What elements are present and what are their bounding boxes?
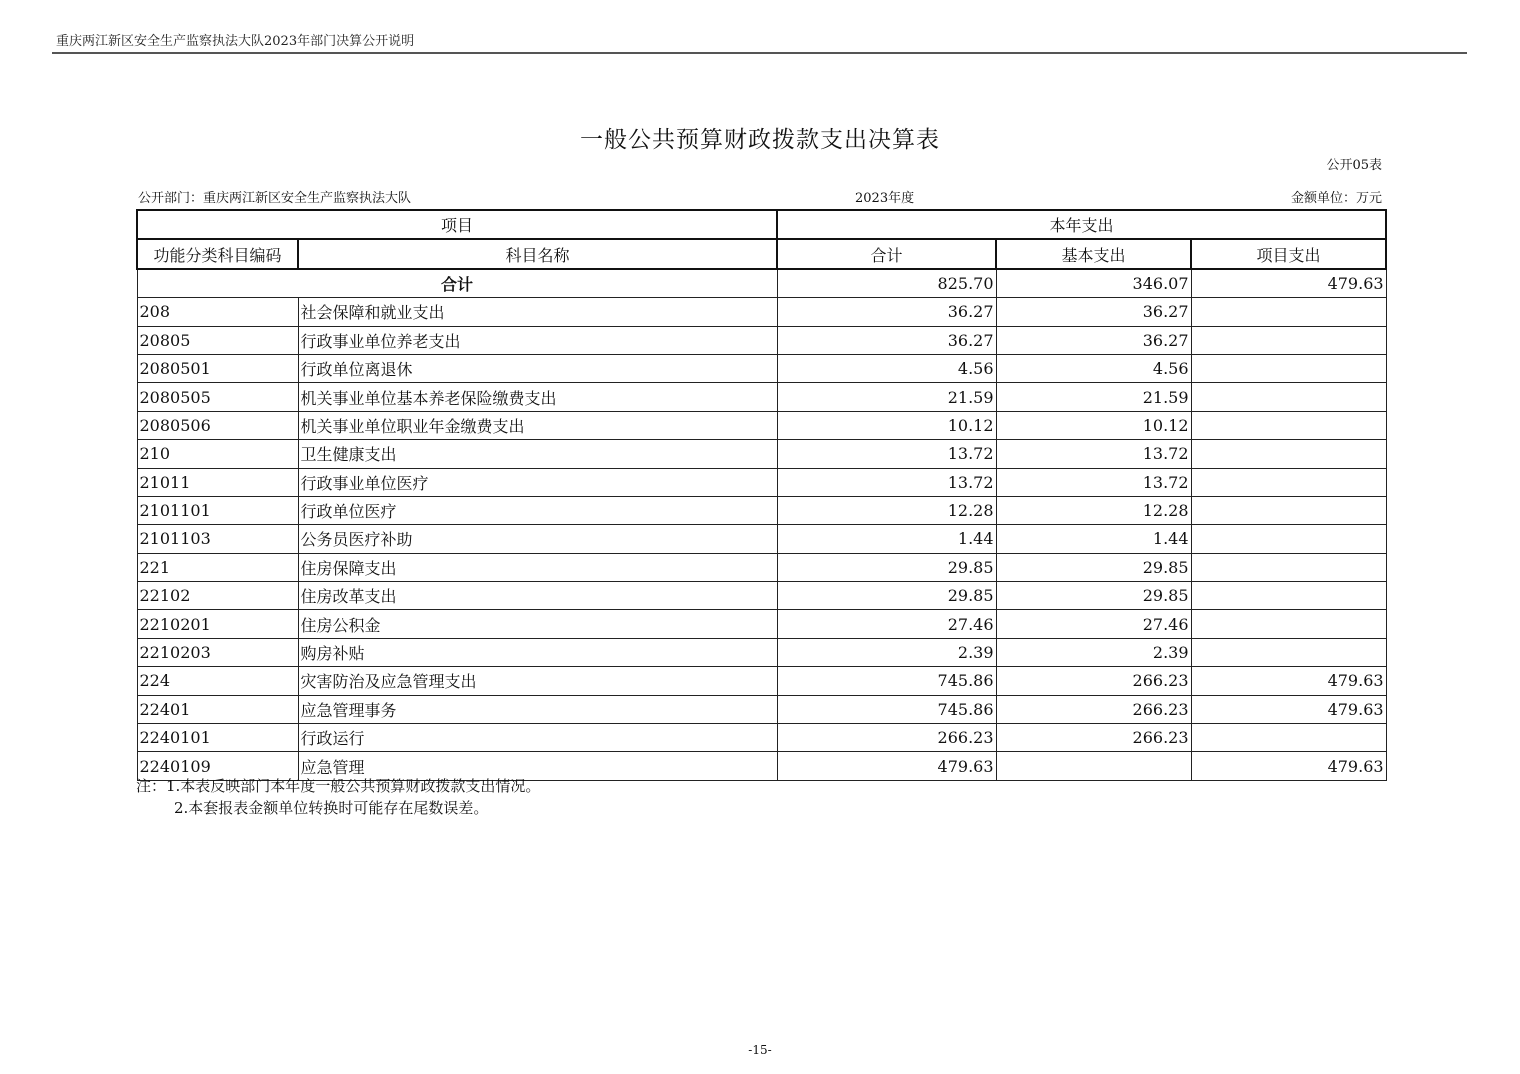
- amount-unit-label: 金额单位：万元: [1290, 191, 1382, 206]
- table-row: [137, 298, 1386, 326]
- row-name: 行政事业单位养老支出: [298, 326, 777, 354]
- fiscal-year-label: 2023年度: [855, 191, 915, 206]
- row-project: [1191, 496, 1386, 524]
- row-code: 22102: [137, 582, 298, 610]
- row-basic: 29.85: [996, 582, 1191, 610]
- row-total: 745.86: [777, 667, 996, 695]
- expenditure-table: [136, 209, 1387, 781]
- row-name: 行政运行: [298, 724, 777, 752]
- row-basic: 27.46: [996, 610, 1191, 638]
- row-total: 36.27: [777, 326, 996, 354]
- row-basic: 266.23: [996, 667, 1191, 695]
- row-basic: 266.23: [996, 695, 1191, 723]
- total-row: [137, 269, 1386, 298]
- table-row: [137, 638, 1386, 666]
- row-basic: 266.23: [996, 724, 1191, 752]
- row-total: 29.85: [777, 582, 996, 610]
- row-name: 机关事业单位基本养老保险缴费支出: [298, 383, 777, 411]
- row-name: 灾害防治及应急管理支出: [298, 667, 777, 695]
- row-code: 2080505: [137, 383, 298, 411]
- table-row: [137, 525, 1386, 553]
- note-2: 2.本套报表金额单位转换时可能存在尾数误差。: [174, 799, 489, 817]
- row-basic: 12.28: [996, 496, 1191, 524]
- row-code: 2240109: [137, 752, 298, 780]
- note-1: 注：1.本表反映部门本年度一般公共预算财政拨款支出情况。: [136, 777, 541, 795]
- row-basic: 10.12: [996, 411, 1191, 439]
- total-row-project: 479.63: [1191, 269, 1386, 298]
- row-project: [1191, 582, 1386, 610]
- row-code: 2080506: [137, 411, 298, 439]
- row-basic: [996, 752, 1191, 780]
- department-label: 公开部门：重庆两江新区安全生产监察执法大队: [138, 191, 412, 206]
- total-row-total: 825.70: [777, 269, 996, 298]
- row-project: [1191, 553, 1386, 581]
- header-item: 项目: [137, 210, 777, 239]
- header-total: 合计: [777, 239, 996, 268]
- row-project: [1191, 354, 1386, 382]
- row-code: 21011: [137, 468, 298, 496]
- table-row: [137, 383, 1386, 411]
- header-name: 科目名称: [298, 239, 777, 268]
- row-basic: 36.27: [996, 298, 1191, 326]
- row-name: 住房公积金: [298, 610, 777, 638]
- header-project: 项目支出: [1191, 239, 1386, 268]
- row-total: 36.27: [777, 298, 996, 326]
- row-basic: 4.56: [996, 354, 1191, 382]
- table-row: [137, 724, 1386, 752]
- row-name: 社会保障和就业支出: [298, 298, 777, 326]
- row-project: [1191, 525, 1386, 553]
- page-number: -15-: [748, 1043, 772, 1057]
- row-total: 13.72: [777, 440, 996, 468]
- row-total: 10.12: [777, 411, 996, 439]
- row-name: 住房保障支出: [298, 553, 777, 581]
- table-body: [137, 269, 1386, 781]
- row-code: 2240101: [137, 724, 298, 752]
- row-total: 266.23: [777, 724, 996, 752]
- row-code: 2080501: [137, 354, 298, 382]
- row-name: 机关事业单位职业年金缴费支出: [298, 411, 777, 439]
- row-project: [1191, 383, 1386, 411]
- row-code: 221: [137, 553, 298, 581]
- header-code: 功能分类科目编码: [137, 239, 298, 268]
- row-name: 应急管理事务: [298, 695, 777, 723]
- table-row: [137, 667, 1386, 695]
- row-basic: 29.85: [996, 553, 1191, 581]
- table-row: [137, 553, 1386, 581]
- row-total: 4.56: [777, 354, 996, 382]
- table-row: [137, 496, 1386, 524]
- row-basic: 13.72: [996, 468, 1191, 496]
- row-name: 行政单位离退休: [298, 354, 777, 382]
- row-project: 479.63: [1191, 695, 1386, 723]
- row-code: 208: [137, 298, 298, 326]
- row-project: [1191, 724, 1386, 752]
- row-code: 22401: [137, 695, 298, 723]
- row-project: [1191, 638, 1386, 666]
- table-notes: [136, 775, 540, 819]
- row-project: [1191, 326, 1386, 354]
- row-basic: 2.39: [996, 638, 1191, 666]
- row-total: 1.44: [777, 525, 996, 553]
- row-total: 12.28: [777, 496, 996, 524]
- row-total: 27.46: [777, 610, 996, 638]
- row-name: 行政单位医疗: [298, 496, 777, 524]
- row-name: 公务员医疗补助: [298, 525, 777, 553]
- row-code: 20805: [137, 326, 298, 354]
- total-row-label: 合计: [137, 269, 777, 298]
- row-project: 479.63: [1191, 667, 1386, 695]
- row-basic: 36.27: [996, 326, 1191, 354]
- row-project: 479.63: [1191, 752, 1386, 780]
- row-project: [1191, 440, 1386, 468]
- row-total: 13.72: [777, 468, 996, 496]
- row-code: 2210201: [137, 610, 298, 638]
- table-header-row-2: [137, 239, 1386, 268]
- table-row: [137, 411, 1386, 439]
- table-row: [137, 610, 1386, 638]
- row-code: 224: [137, 667, 298, 695]
- row-name: 应急管理: [298, 752, 777, 780]
- total-row-basic: 346.07: [996, 269, 1191, 298]
- table-header-row-1: [137, 210, 1386, 239]
- row-total: 21.59: [777, 383, 996, 411]
- row-total: 745.86: [777, 695, 996, 723]
- row-project: [1191, 610, 1386, 638]
- form-code-label: 公开05表: [1326, 158, 1382, 173]
- row-project: [1191, 411, 1386, 439]
- row-name: 卫生健康支出: [298, 440, 777, 468]
- row-name: 行政事业单位医疗: [298, 468, 777, 496]
- document-title: 一般公共预算财政拨款支出决算表: [580, 127, 940, 153]
- table-row: [137, 582, 1386, 610]
- table-row: [137, 326, 1386, 354]
- row-name: 购房补贴: [298, 638, 777, 666]
- row-basic: 1.44: [996, 525, 1191, 553]
- row-total: 479.63: [777, 752, 996, 780]
- row-code: 2101103: [137, 525, 298, 553]
- row-code: 2210203: [137, 638, 298, 666]
- row-name: 住房改革支出: [298, 582, 777, 610]
- header-basic: 基本支出: [996, 239, 1191, 268]
- row-project: [1191, 468, 1386, 496]
- row-code: 210: [137, 440, 298, 468]
- row-total: 2.39: [777, 638, 996, 666]
- header-divider: [52, 52, 1467, 54]
- row-project: [1191, 298, 1386, 326]
- row-code: 2101101: [137, 496, 298, 524]
- row-basic: 13.72: [996, 440, 1191, 468]
- table-row: [137, 695, 1386, 723]
- row-total: 29.85: [777, 553, 996, 581]
- header-current-year: 本年支出: [777, 210, 1386, 239]
- table-row: [137, 354, 1386, 382]
- table-row: [137, 440, 1386, 468]
- running-header-title: 重庆两江新区安全生产监察执法大队2023年部门决算公开说明: [56, 34, 415, 49]
- row-basic: 21.59: [996, 383, 1191, 411]
- table-row: [137, 468, 1386, 496]
